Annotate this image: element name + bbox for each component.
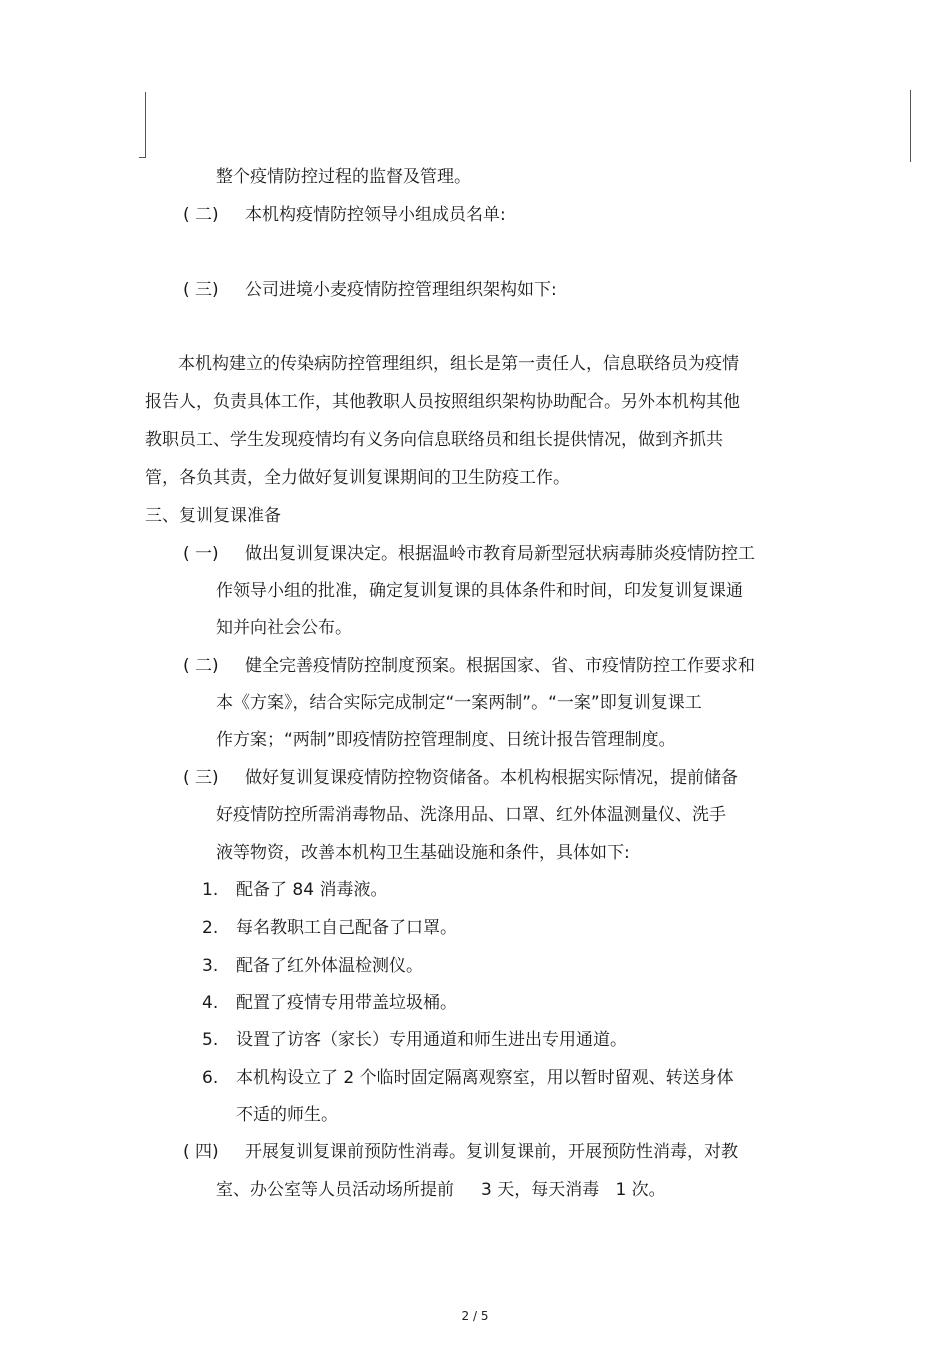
- list-number: 6.: [202, 1068, 219, 1088]
- section-item-continuation: 室、办公室等人员活动场所提前 3 天，每天消毒 1 次。: [216, 1180, 666, 1200]
- text-line: 整个疫情防控过程的监督及管理。: [216, 167, 471, 187]
- list-number: 3.: [202, 956, 219, 976]
- list-number: 4.: [202, 993, 219, 1013]
- list-item-continuation: 不适的师生。: [236, 1105, 338, 1125]
- item-label: ( 二): [183, 656, 219, 676]
- chapter-heading: 三、复训复课准备: [145, 506, 281, 526]
- list-item: 6. 本机构设立了 2 个临时固定隔离观察室，用以暂时留观、转送身体: [202, 1068, 734, 1088]
- section-item-continuation: 知并向社会公布。: [216, 618, 352, 638]
- list-item: 3. 配备了红外体温检测仪。: [202, 956, 423, 976]
- paragraph-line: 教职员工、学生发现疫情均有义务向信息联络员和组长提供情况，做到齐抓共: [145, 430, 723, 450]
- list-number: 2.: [202, 918, 219, 938]
- section-item: ( 三) 做好复训复课疫情防控物资储备。本机构根据实际情况，提前储备: [183, 768, 738, 788]
- paragraph-line: 本机构建立的传染病防控管理组织，组长是第一责任人，信息联络员为疫情: [178, 354, 739, 374]
- margin-mark-left-horizontal: [139, 157, 146, 158]
- item-label: ( 一): [183, 544, 219, 564]
- margin-mark-left-vertical: [145, 92, 146, 158]
- paragraph-line: 报告人，负责具体工作，其他教职人员按照组织架构协助配合。另外本机构其他: [145, 392, 740, 412]
- list-item: 4. 配置了疫情专用带盖垃圾桶。: [202, 993, 457, 1013]
- list-item: 1. 配备了 84 消毒液。: [202, 880, 388, 900]
- list-number: 1.: [202, 880, 219, 900]
- item-label: ( 三): [183, 280, 219, 300]
- section-item: ( 二) 健全完善疫情防控制度预案。根据国家、省、市疫情防控工作要求和: [183, 656, 755, 676]
- section-item-continuation: 本《方案》，结合实际完成制定“一案两制”。“一案”即复训复课工: [216, 693, 702, 713]
- list-item: 5. 设置了访客（家长）专用通道和师生进出专用通道。: [202, 1030, 627, 1050]
- section-heading: ( 二) 本机构疫情防控领导小组成员名单:: [183, 205, 506, 225]
- list-number: 5.: [202, 1030, 219, 1050]
- section-item-continuation: 好疫情防控所需消毒物品、洗涤用品、口罩、红外体温测量仪、洗手: [216, 805, 726, 825]
- paragraph-line: 管，各负其责，全力做好复训复课期间的卫生防疫工作。: [145, 468, 570, 488]
- item-label: ( 二): [183, 205, 219, 225]
- page-number: 2 / 5: [461, 1309, 489, 1323]
- item-label: ( 四): [183, 1142, 219, 1162]
- section-item: ( 一) 做出复训复课决定。根据温岭市教育局新型冠状病毒肺炎疫情防控工: [183, 544, 755, 564]
- section-item: ( 四) 开展复训复课前预防性消毒。复训复课前，开展预防性消毒，对教: [183, 1142, 738, 1162]
- section-item-continuation: 作方案；“两制”即疫情防控管理制度、日统计报告管理制度。: [216, 730, 676, 750]
- section-item-continuation: 液等物资，改善本机构卫生基础设施和条件，具体如下:: [216, 843, 630, 863]
- section-heading: ( 三) 公司进境小麦疫情防控管理组织架构如下:: [183, 280, 557, 300]
- list-item: 2. 每名教职工自己配备了口罩。: [202, 918, 457, 938]
- section-item-continuation: 作领导小组的批准，确定复训复课的具体条件和时间，印发复训复课通: [216, 581, 743, 601]
- margin-mark-right-vertical: [910, 90, 911, 162]
- item-label: ( 三): [183, 768, 219, 788]
